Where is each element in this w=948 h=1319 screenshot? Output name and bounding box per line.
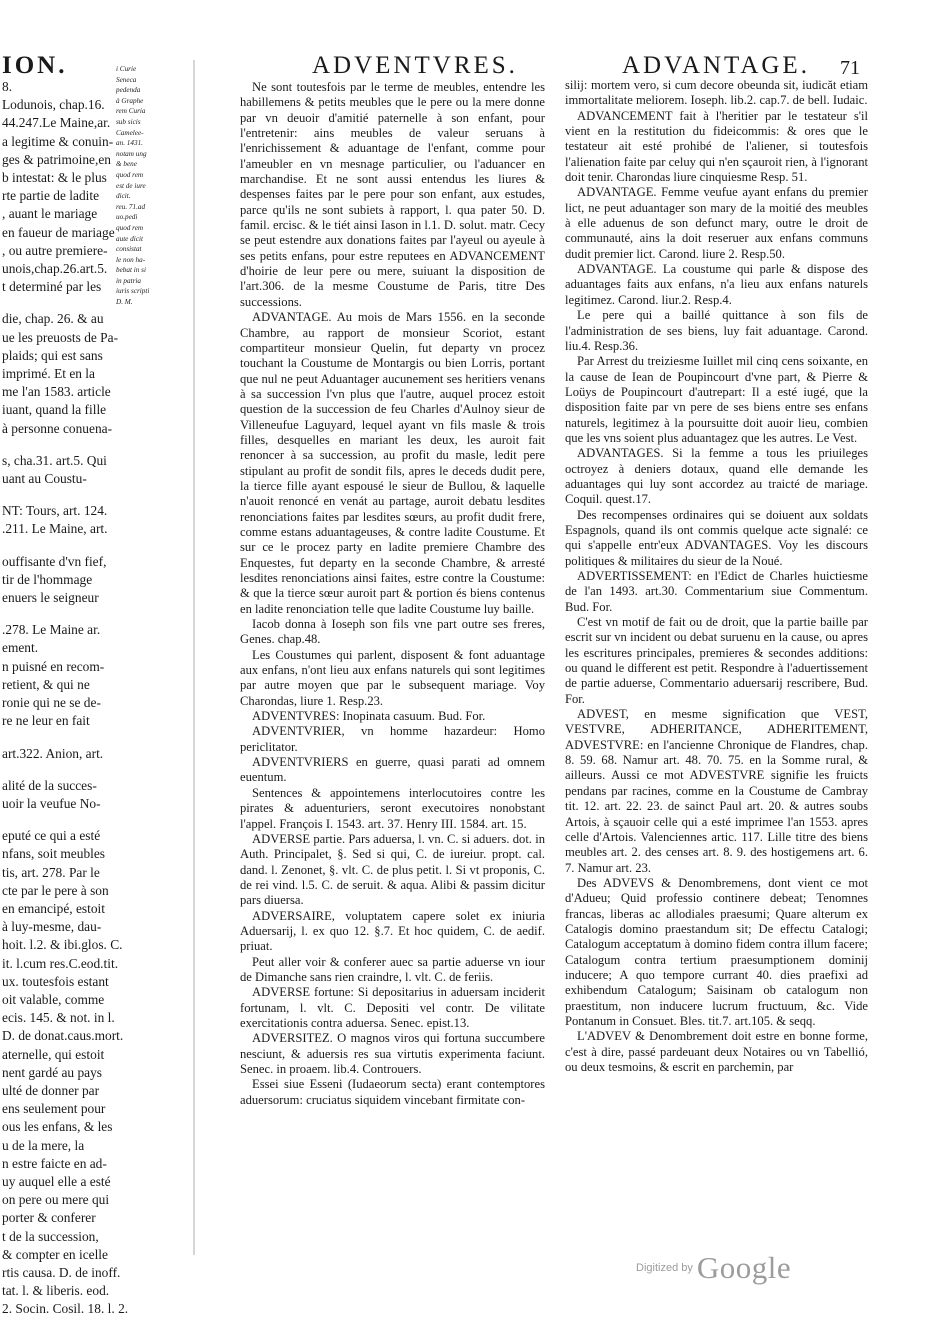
right-column-paragraph: Des ADVEVS & Denombremens, dont vient ce mot d'Adueu; Quid professio continere debeat; Tenomnes francas, liberas ac allodiales praesumi; Quare alterum ex Catalogis domino praestandum sit; De effectu Catalogi; Catalogum acceptatum à domino fidem contra illum facere; Catalogum contra tertium praesumptionem dominij inducere; A quo tempore currant 40. dies praefixi ad exhibendum Catalogum; Saisinam ob catalogum non praestitum, non inducere lucrum fructuum, &c. Vide Pontanum in Consuet. Bles. tit.7. art.105. & seqq.: [565, 875, 868, 1028]
left-column-line: art.322. Anion, art.: [2, 745, 104, 761]
left-column-line: oit valable, comme: [2, 991, 105, 1007]
left-column-line: ouffisante d'vn fief,: [2, 553, 107, 569]
middle-column-paragraph: ADVERSAIRE, voluptatem capere solet ex iniuria Aduersarij, l. ex quo 12. §.7. Et hoc quidem, C. de aedif. priuat.: [240, 908, 545, 954]
left-column-line: [2, 438, 148, 452]
margin-note: à Graphe: [116, 96, 144, 105]
middle-column-paragraph: ADVERSE fortune: Si depositarius in aduersam inciderit fortunam, l. vlt. C. Depositi vel contr. De vilitate exercitationis contra aduersa. Senec. epist.13.: [240, 985, 545, 1030]
left-column-line: imprimé. Et en la: [2, 366, 95, 382]
left-column-line: retient, & qui ne: [2, 676, 90, 692]
left-column-line: ronie qui ne se de-: [2, 695, 101, 711]
right-column-paragraph: ADVANTAGE. Femme veufue ayant enfans du premier lict, ne peut aduantager son mary de la moitié des meubles à elle aduenus de son defunct mary, outre le droit de communauté, ains la doit reseruer aux enfans communs dudit premier lict. Carond. liure 2. Resp.50.: [565, 185, 868, 261]
left-column-line: uant au Coustu-: [2, 471, 87, 487]
margin-note: consistat: [116, 245, 142, 254]
left-column-line: [2, 488, 148, 502]
left-column-line: a legitime & conuin-: [2, 133, 114, 149]
left-column-line: t de la succession,: [2, 1228, 99, 1244]
right-column-paragraph: ADVEST, en mesme signification que VEST, VESTVRE, ADHERITANCE, ADHERITEMENT, ADVESTVRE: en l'ancienne Chronique de Flandres, chap. 8. 59. 68. Namur art. 48. 70. 75. en la Somme rural, & ailleurs. Aussi ce mot ADVESTVRE signifie les fruicts pendans par racines, comme en la Coustume de Cambray tit. 12. art. 22. 23. de sainct Paul art. 20. & autres soubs Artois, à sçauoir celle qui a esté imprimee l'an 1553. apres celle d'Artois. Valenciennes artic. 117. Lille titre des biens meubles art. 2. des censes art. 8. 9. des hostigemens art. 6. 7. Namur art. 23.: [565, 707, 868, 875]
left-column-line: porter & conferer: [2, 1210, 96, 1226]
middle-column: [240, 80, 545, 1108]
left-column-line: 44.247.Le Maine,ar.: [2, 115, 111, 131]
left-column-line: ulté de donner par: [2, 1082, 100, 1098]
left-column-line: ue les preuosts de Pa-: [2, 329, 119, 345]
left-column-line: .211. Le Maine, art.: [2, 521, 108, 537]
middle-column-paragraph: Sentences & appointemens interlocutoires contre les pirates & aduenturiers, seront executoires nonobstant l'appel. François I. 1543. art. 37. Henry III. 1584. art. 15.: [240, 785, 545, 831]
left-column-line: & compter en icelle: [2, 1246, 108, 1262]
gutter-shadow: [193, 60, 195, 1255]
left-column-line: re ne leur en fait: [2, 713, 90, 729]
margin-note: Camelee-: [116, 128, 144, 137]
right-column-paragraph: Des recompenses ordinaires qui se doiuent aux soldats Espagnols, quand ils ont commis quelque acte signalé: ce qui s'appelle entr'eux ADVANTAGES. Voy les discours politiques & militaires du sieur de la Noué.: [565, 507, 868, 568]
middle-column-paragraph: ADVERSITEZ. O magnos viros qui fortuna succumbere nesciunt, & aduersis res sua virtutis experimenta faciunt. Senec. in proaem. lib.4. Controuers.: [240, 1031, 545, 1076]
left-column-line: tat. l. & liberis. eod.: [2, 1283, 110, 1299]
right-column: [565, 78, 868, 1075]
middle-column-paragraph: ADVANTAGE. Au mois de Mars 1556. en la seconde Chambre, au rapport de monsieur Scoriot, estant compartiteur monsieur Quelin, fut departy vn procez touchant la Coustume de Montargis ou bien Lorris, portant que nul ne peut Aduantager aucunement ses heritiers venans à sa succession l'vn plus que l'autre, auquel procez estoit question de la succession de feu Charles d'Aulnoy sieur de Villeneufue Laguyard, lequel ayant vn fils masle & trois filles, desquelles en mariant les deux, les auroit fait renoncer à sa succession, au profit du masle, ledit pere stipulant au profit de sondit fils, apres le deceds dudit pere, la tierce fille ayant espousé le sieur de Bullou, & laquelle n'auoit renoncé en venát au partage, auroit debatu lesdites renonciations faites par lesdites sœurs, au profit dudit frere, comme estans aduantageuses, & contre ladite Coustume. Et sur ce le procez party en ladite premiere Chambre des Enquestes, fut departy en la seconde Chambre, & arresté lesdites renonciations ainsi faites, estre contre la Coustume: & que la tierce sœur auroit part & portion és biens contenus en ladite renonciation telle que ladite Coustume luy baille.: [240, 310, 545, 616]
margin-note: pedenda: [116, 86, 141, 95]
margin-note: & bene: [116, 160, 137, 169]
middle-column-paragraph: Ne sont toutesfois par le terme de meubles, entendre les habillemens & petits meubles que le pere ou la mere donne par vn deuoir d'amitié paternelle à son enfant, pour l'entretenir: ains meubles de valeur seruans à l'enrichissement & aduantage de l'enfant, comme pour l'ameubler en vn mesnage particulier, ou l'aduancer en marchandise. Et ne sont aussi entendus les liures & despenses faites par le pere pour son enfant, aux estudes, parce qu'ils ne sont subiets à rapport, l. qua pater 50. D. famil. ercisc. & le tiét ainsi Iason in l.1. D. solut. matr. Cecy se peut estendre aux donations faites par l'ayeul ou ayeule à ses petits enfans, pour estre reputees en ADVANCEMENT d'hoirie de leur pere ou mere, suiuant la disposition de l'art.306. de la mesme Coustume de Paris, titre Des successions.: [240, 80, 545, 309]
margin-note: uo.pedi: [116, 213, 138, 222]
margin-note: Seneca: [116, 75, 137, 84]
left-column-line: [2, 731, 148, 745]
left-column-line: cte par le pere à son: [2, 882, 109, 898]
left-column-line: NT: Tours, art. 124.: [2, 503, 108, 519]
left-column-line: tir de l'hommage: [2, 571, 93, 587]
margin-note: le non ha-: [116, 255, 146, 264]
margin-note: quod rem: [116, 170, 144, 179]
watermark-prefix: Digitized by: [636, 1262, 693, 1274]
left-column-line: à personne conuena-: [2, 420, 113, 436]
left-column-line: ecis. 145. & not. in l.: [2, 1010, 115, 1026]
margin-note: reu. 71.ad: [116, 202, 146, 211]
left-column-line: ous les enfans, & les: [2, 1119, 113, 1135]
left-column-line: [2, 539, 148, 553]
right-column-paragraph: ADVANCEMENT fait à l'heritier par le testateur s'il vient en la restitution du fideicommis: & ores que le testateur ait esté prohibé de l'aliener, si toutesfois l'alienation faite par celuy qui n'en sçauroit rien, à l'ignorant doit tenir. Charondas liure cinquiesme Resp. 51.: [565, 108, 868, 185]
right-column-paragraph: Le pere qui a baillé quittance à son fils de l'administration de ses biens, luy fait aduantage. Carond. liu.4. Resp.36.: [565, 308, 868, 353]
left-column-line: 2. Socin. Cosil. 18. l. 2.: [2, 1301, 129, 1317]
left-column-line: nent gardé au pays: [2, 1064, 103, 1080]
left-column-line: it. l.cum res.C.eod.tit.: [2, 955, 119, 971]
right-column-paragraph: ADVANTAGE. La coustume qui parle & dispose des aduantages faits aux enfans, n'a lieu aux enfans naturels legitimez. Carond. liur.2. Resp.4.: [565, 262, 868, 307]
margin-note: an. 1431.: [116, 139, 143, 148]
left-column-line: 8.: [2, 79, 13, 94]
left-column-line: unois,chap.26.art.5.: [2, 261, 108, 277]
left-column-line: rtis causa. D. de inoff.: [2, 1264, 121, 1280]
middle-column-paragraph: Les Coustumes qui parlent, disposent & font aduantage aux enfans, n'ont lieu aux enfans naturels qui sont legitimes par autre moyen que par le subsequent mariage. Voy Charondas, liure 1. Resp.23.: [240, 647, 545, 708]
middle-column-paragraph: Iacob donna à Ioseph son fils vne part outre ses freres, Genes. chap.48.: [240, 617, 545, 647]
left-column-line: en emancipé, estoit: [2, 900, 105, 916]
left-column-line: aternelle, qui estoit: [2, 1046, 105, 1062]
left-column-line: en faueur de mariage: [2, 224, 115, 240]
middle-column-paragraph: Essei siue Esseni (Iudaeorum secta) erant contemptores aduersorum: cruciatus siquidem vincebant firmitate con-: [240, 1077, 545, 1107]
left-column-line: nfans, soit meubles: [2, 846, 106, 862]
margin-note: notam ung: [116, 149, 147, 158]
left-column-line: plaids; qui est sans: [2, 347, 103, 363]
margin-note: sub sicis: [116, 117, 141, 126]
running-head-center: ADVENTVRES.: [312, 52, 518, 79]
middle-column-paragraph: ADVENTVRES: Inopinata casuum. Bud. For.: [252, 709, 486, 724]
left-column-line: hoit. l.2. & ibi.glos. C.: [2, 937, 123, 953]
margin-note: est de iure: [116, 181, 146, 190]
left-column-line: alité de la succes-: [2, 777, 97, 793]
left-column-line: ux. toutesfois estant: [2, 973, 109, 989]
running-head-right: ADVANTAGE.: [622, 52, 810, 79]
margin-note: D. M.: [116, 298, 133, 307]
margin-note: bebat in si: [116, 266, 146, 275]
left-column-line: tis, art. 278. Par le: [2, 864, 100, 880]
left-column-line: u de la mere, la: [2, 1137, 85, 1153]
left-column-line: die, chap. 26. & au: [2, 311, 104, 327]
left-column-line: .278. Le Maine ar.: [2, 622, 101, 638]
margin-note: i Curie: [116, 65, 137, 73]
google-digitized-watermark: [636, 1250, 791, 1286]
left-column-line: on pere ou mere qui: [2, 1192, 110, 1208]
left-column-line: me l'an 1583. article: [2, 384, 111, 400]
left-column-line: uoir la veufue No-: [2, 795, 101, 811]
middle-column-paragraph: ADVERSE partie. Pars aduersa, l. vn. C. si aduers. dot. in Auth. Principalet, §. Sed si qui, C. de iureiur. propt. cal. dand. l. Zenonet, §. vlt. C. de plus petit. l. Si vt proponis, C. de rei vind. l.5. C. de seruit. & aqua. Alibi & passim dicitur pars diuersa.: [240, 831, 545, 908]
left-column-line: ges & patrimoine,en: [2, 151, 111, 167]
left-column-line: ement.: [2, 640, 39, 656]
running-head-left: ION.: [2, 52, 68, 79]
middle-column-paragraph: Peut aller voir & conferer auec sa partie aduerse vn iour de Dimanche sans rien craindre, l. vlt. C. de feriis.: [240, 954, 545, 984]
right-column-paragraph: C'est vn motif de fait ou de droit, que la partie baille par escrit sur vn incident ou debat suruenu en la cause, ou apres les escritures principales, premieres & secondes additions: ou quand le different est petit. Respondre à l'aduertissement de partie aduerse, Commentario aduersarij rescribere, Bud. For.: [565, 615, 868, 706]
left-column-line: s, cha.31. art.5. Qui: [2, 452, 107, 468]
margin-note: rem Curia: [116, 107, 146, 116]
left-column-line: [2, 763, 148, 777]
left-column-line: iuant, quand la fille: [2, 402, 107, 418]
left-column-line: eputé ce qui a esté: [2, 828, 101, 844]
left-column-line: uy auquel elle a esté: [2, 1173, 111, 1189]
left-column-line: n puisné en recom-: [2, 658, 105, 674]
right-column-paragraph: ADVERTISSEMENT: en l'Edict de Charles huictiesme de l'an 1493. art.30. Commentarium siue Commentum. Bud. For.: [565, 569, 868, 614]
left-column-line: ens seulement pour: [2, 1101, 106, 1117]
right-column-paragraph: ADVANTAGES. Si la femme a tous les priuileges octroyez à deniers dotaux, quand elle demande les aduantages qui luy sont accordez au traicté de mariage. Coquil. quest.17.: [565, 446, 868, 507]
left-column-line: enuers le seigneur: [2, 590, 99, 606]
margin-note: quod rem: [116, 223, 144, 232]
left-column-line: [2, 813, 148, 827]
left-column-line: , auant le mariage: [2, 206, 98, 222]
middle-column-paragraph: ADVENTVRIERS en guerre, quasi parati ad omnem euentum.: [240, 755, 545, 785]
margin-notes: [116, 64, 156, 424]
google-logo-text: Google: [696, 1250, 792, 1285]
left-column-line: rte partie de ladite: [2, 188, 100, 204]
right-column-paragraph: silij: mortem vero, si cum decore obeunda sit, iudicăt etiam immortalitate meliorem. Ioseph. lib.2. cap.7. de bell. Iudaic.: [565, 78, 868, 108]
left-column-line: D. de donat.caus.mort.: [2, 1028, 124, 1044]
right-column-paragraph: Par Arrest du treiziesme Iuillet mil cinq cens soixante, en la cause de Iean de Poupincourt d'vne part, & Pierre & Loüys de Poupincourt d'autrepart: Il a esté iugé, que la disposition faite par vn pere de ses biens entre ses enfans naturels, legitimez à la poursuitte doit auoir lieu, combien que les vns soient plus aduantagez que les autres. Le Vest.: [565, 354, 868, 445]
page-number: 71: [840, 57, 860, 79]
left-column-line: b intestat: & le plus: [2, 170, 107, 186]
left-column-line: n estre faicte en ad-: [2, 1155, 107, 1171]
right-column-paragraph: L'ADVEV & Denombrement doit estre en bonne forme, c'est à dire, passé pardeuant deux Notaires ou vn Tabellió, ou deux tesmoins, & escrit en parchemin, par: [565, 1029, 868, 1074]
middle-column-paragraph: ADVENTVRIER, vn homme hazardeur: Homo periclitator.: [240, 724, 545, 754]
left-column-line: [2, 607, 148, 621]
margin-note: in patria: [116, 276, 141, 285]
margin-note: iuris scripti: [116, 287, 150, 296]
margin-note: dicit.: [116, 192, 131, 201]
left-column-line: , ou autre premiere-: [2, 242, 108, 258]
margin-note: aute dicit: [116, 234, 143, 243]
left-column-line: à luy-mesme, dau-: [2, 919, 102, 935]
left-column-line: Lodunois, chap.16.: [2, 97, 105, 113]
left-column-line: t determiné par les: [2, 279, 102, 295]
